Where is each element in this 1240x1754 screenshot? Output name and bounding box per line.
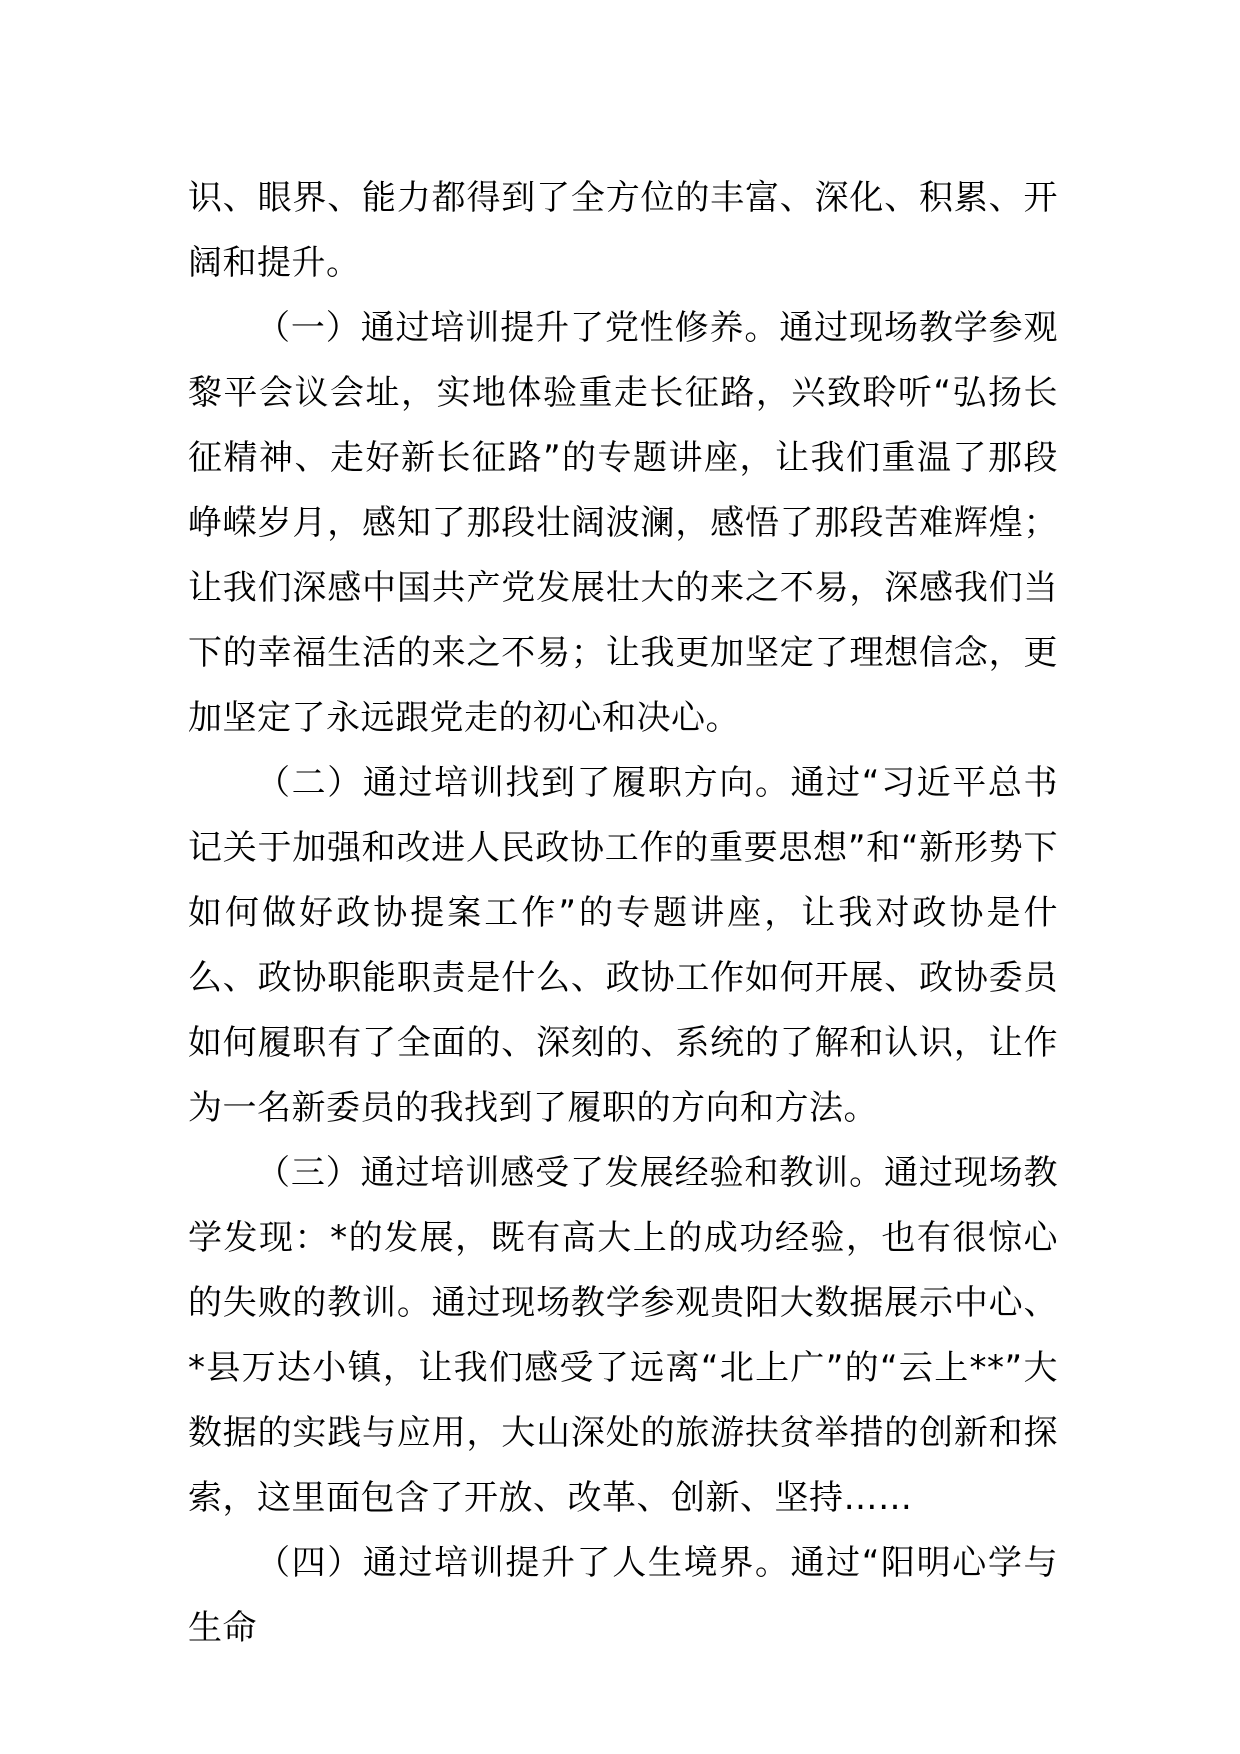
paragraph-life-realm: （四）通过培训提升了人生境界。通过“阳明心学与生命	[188, 1543, 1058, 1648]
paragraph-duty-direction: （二）通过培训找到了履职方向。通过“习近平总书记关于加强和改进人民政协工作的重要思想”和“新形势下如何做好政协提案工作”的专题讲座，让我对政协是什么、政协职能职责是什么、政协工作如何开展、政协委员如何履职有了全面的、深刻的、系统的了解和认识，让作为一名新委员的我找到了履职的方向和方法。	[188, 763, 1058, 1128]
paragraph-development-lessons: （三）通过培训感受了发展经验和教训。通过现场教学发现：*的发展，既有高大上的成功经验，也有很惊心的失败的教训。通过现场教学参观贵阳大数据展示中心、*县万达小镇，让我们感受了远离“北上广”的“云上**”大数据的实践与应用，大山深处的旅游扶贫举措的创新和探索，这里面包含了开放、改革、创新、坚持……	[188, 1153, 1058, 1518]
paragraph-party-spirit: （一）通过培训提升了党性修养。通过现场教学参观黎平会议会址，实地体验重走长征路，兴致聆听“弘扬长征精神、走好新长征路”的专题讲座，让我们重温了那段峥嵘岁月，感知了那段壮阔波澜，感悟了那段苦难辉煌；让我们深感中国共产党发展壮大的来之不易，深感我们当下的幸福生活的来之不易；让我更加坚定了理想信念，更加坚定了永远跟党走的初心和决心。	[188, 308, 1058, 738]
document-body	[188, 166, 1058, 1661]
paragraph-continued: 识、眼界、能力都得到了全方位的丰富、深化、积累、开阔和提升。	[188, 178, 1058, 283]
